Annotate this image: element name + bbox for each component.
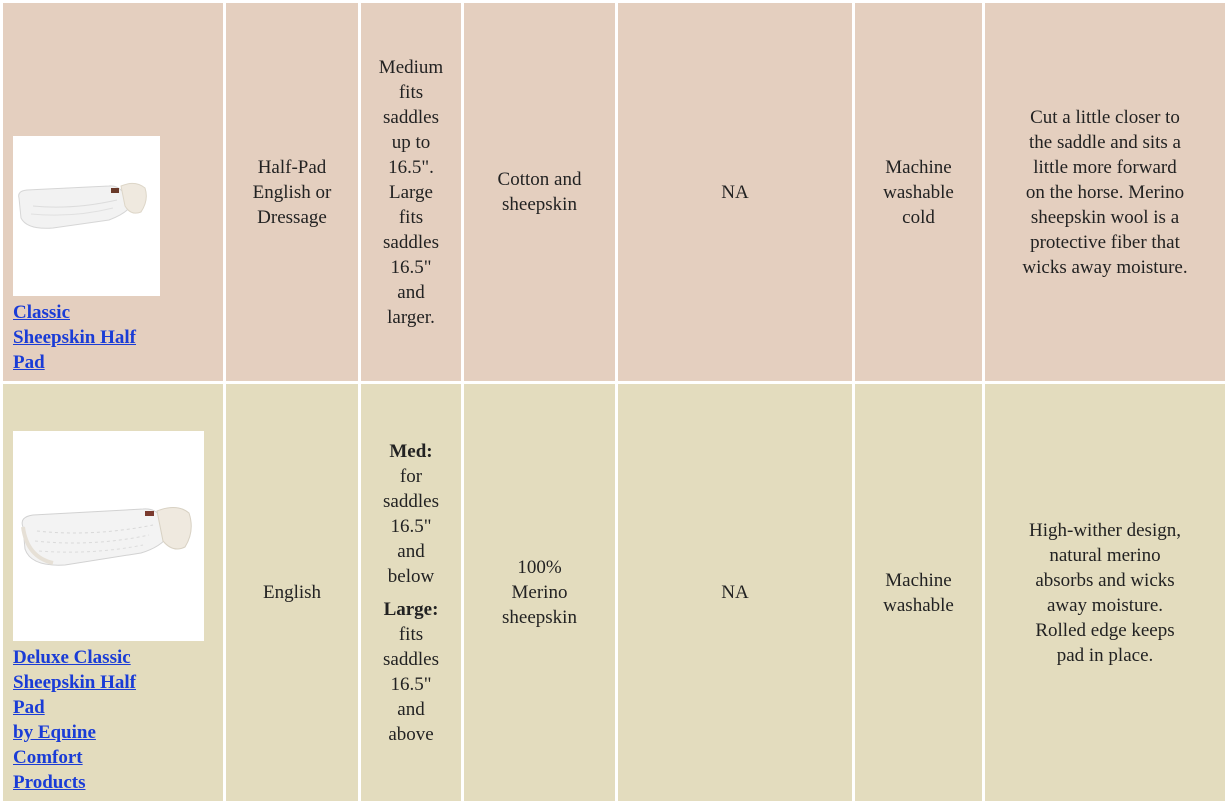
type-text: English or [252,181,332,203]
size-block-large [361,597,461,747]
type-text: English [262,582,322,603]
size-text: up to [391,131,431,153]
size-text: and [397,281,425,303]
size-text: and [397,698,425,720]
material-text: Cotton and [497,169,582,190]
extra-text: NA [721,181,749,203]
size-text: 16.5". [388,156,434,178]
care-text: Machine [885,156,952,178]
half-pad-illustration [13,431,204,641]
table-row [3,384,1225,801]
size-text: 16.5" [390,256,432,278]
description-cell [985,3,1225,381]
size-text: for [399,465,423,487]
product-link-line: Deluxe Classic [13,647,131,668]
care-text: washable [883,181,954,203]
half-pad-illustration [13,136,160,296]
size-text: Large [389,181,433,203]
table-row [3,3,1225,381]
description-text: sheepskin wool is a [1030,206,1180,228]
size-text: below [387,565,435,587]
product-link-line: Sheepskin Half [13,672,137,693]
size-text: above [388,723,434,745]
size-text: fits [398,81,424,103]
material-text: sheepskin [502,607,577,628]
material-text: sheepskin [502,194,577,215]
description-text: Cut a little closer to [1030,106,1180,128]
description-text: little more forward [1033,156,1177,178]
care-cell [855,3,982,381]
product-image[interactable] [13,431,204,641]
size-text: and [397,540,425,562]
size-text: saddles [383,648,439,670]
material-text: 100% [517,557,562,578]
size-text: Medium [378,56,444,78]
extra-text: NA [721,582,749,603]
description-text: pad in place. [1056,644,1154,666]
care-text: cold [902,206,935,228]
product-link-classic-sheepskin-half-pad[interactable] [13,300,223,375]
size-text: saddles [383,490,439,512]
product-link-line: Classic [13,302,70,323]
description-text: the saddle and sits a [1029,131,1181,153]
product-link-line: Comfort [13,747,83,768]
size-text: 16.5" [390,515,432,537]
care-text: washable [883,594,954,616]
size-text: fits [398,623,424,645]
size-text: larger. [387,306,435,328]
material-text: Merino [511,582,568,603]
size-cell [361,384,461,801]
size-block-medium [361,439,461,589]
description-text: Rolled edge keeps [1035,619,1175,641]
size-text: saddles [383,106,439,128]
material-cell [464,3,615,381]
product-link-line: Pad [13,352,45,373]
size-text: fits [398,206,424,228]
product-link-line: Products [13,772,86,793]
description-cell [985,384,1225,801]
description-text: High-wither design, [1029,519,1181,541]
size-heading: Med: [389,440,433,462]
size-heading: Large: [383,598,439,620]
size-text: saddles [383,231,439,253]
description-text: away moisture. [1046,594,1164,616]
care-cell [855,384,982,801]
material-cell [464,384,615,801]
type-text: Half-Pad [257,156,327,178]
product-cell [3,3,223,381]
extra-cell [618,3,852,381]
description-text: natural merino [1049,544,1161,566]
product-link-deluxe-classic-sheepskin-half-pad[interactable] [13,645,223,795]
description-text: wicks away moisture. [1022,256,1188,278]
description-text: protective fiber that [1030,231,1180,253]
product-cell [3,384,223,801]
care-text: Machine [885,569,952,591]
type-text: Dressage [257,206,327,228]
extra-cell [618,384,852,801]
size-cell [361,3,461,381]
type-cell [226,3,358,381]
type-cell [226,384,358,801]
product-link-line: by Equine [13,722,96,743]
product-link-line: Pad [13,697,45,718]
description-text: on the horse. Merino [1025,181,1185,203]
description-text: absorbs and wicks [1035,569,1175,591]
size-text: 16.5" [390,673,432,695]
product-link-line: Sheepskin Half [13,327,137,348]
product-image[interactable] [13,136,160,296]
